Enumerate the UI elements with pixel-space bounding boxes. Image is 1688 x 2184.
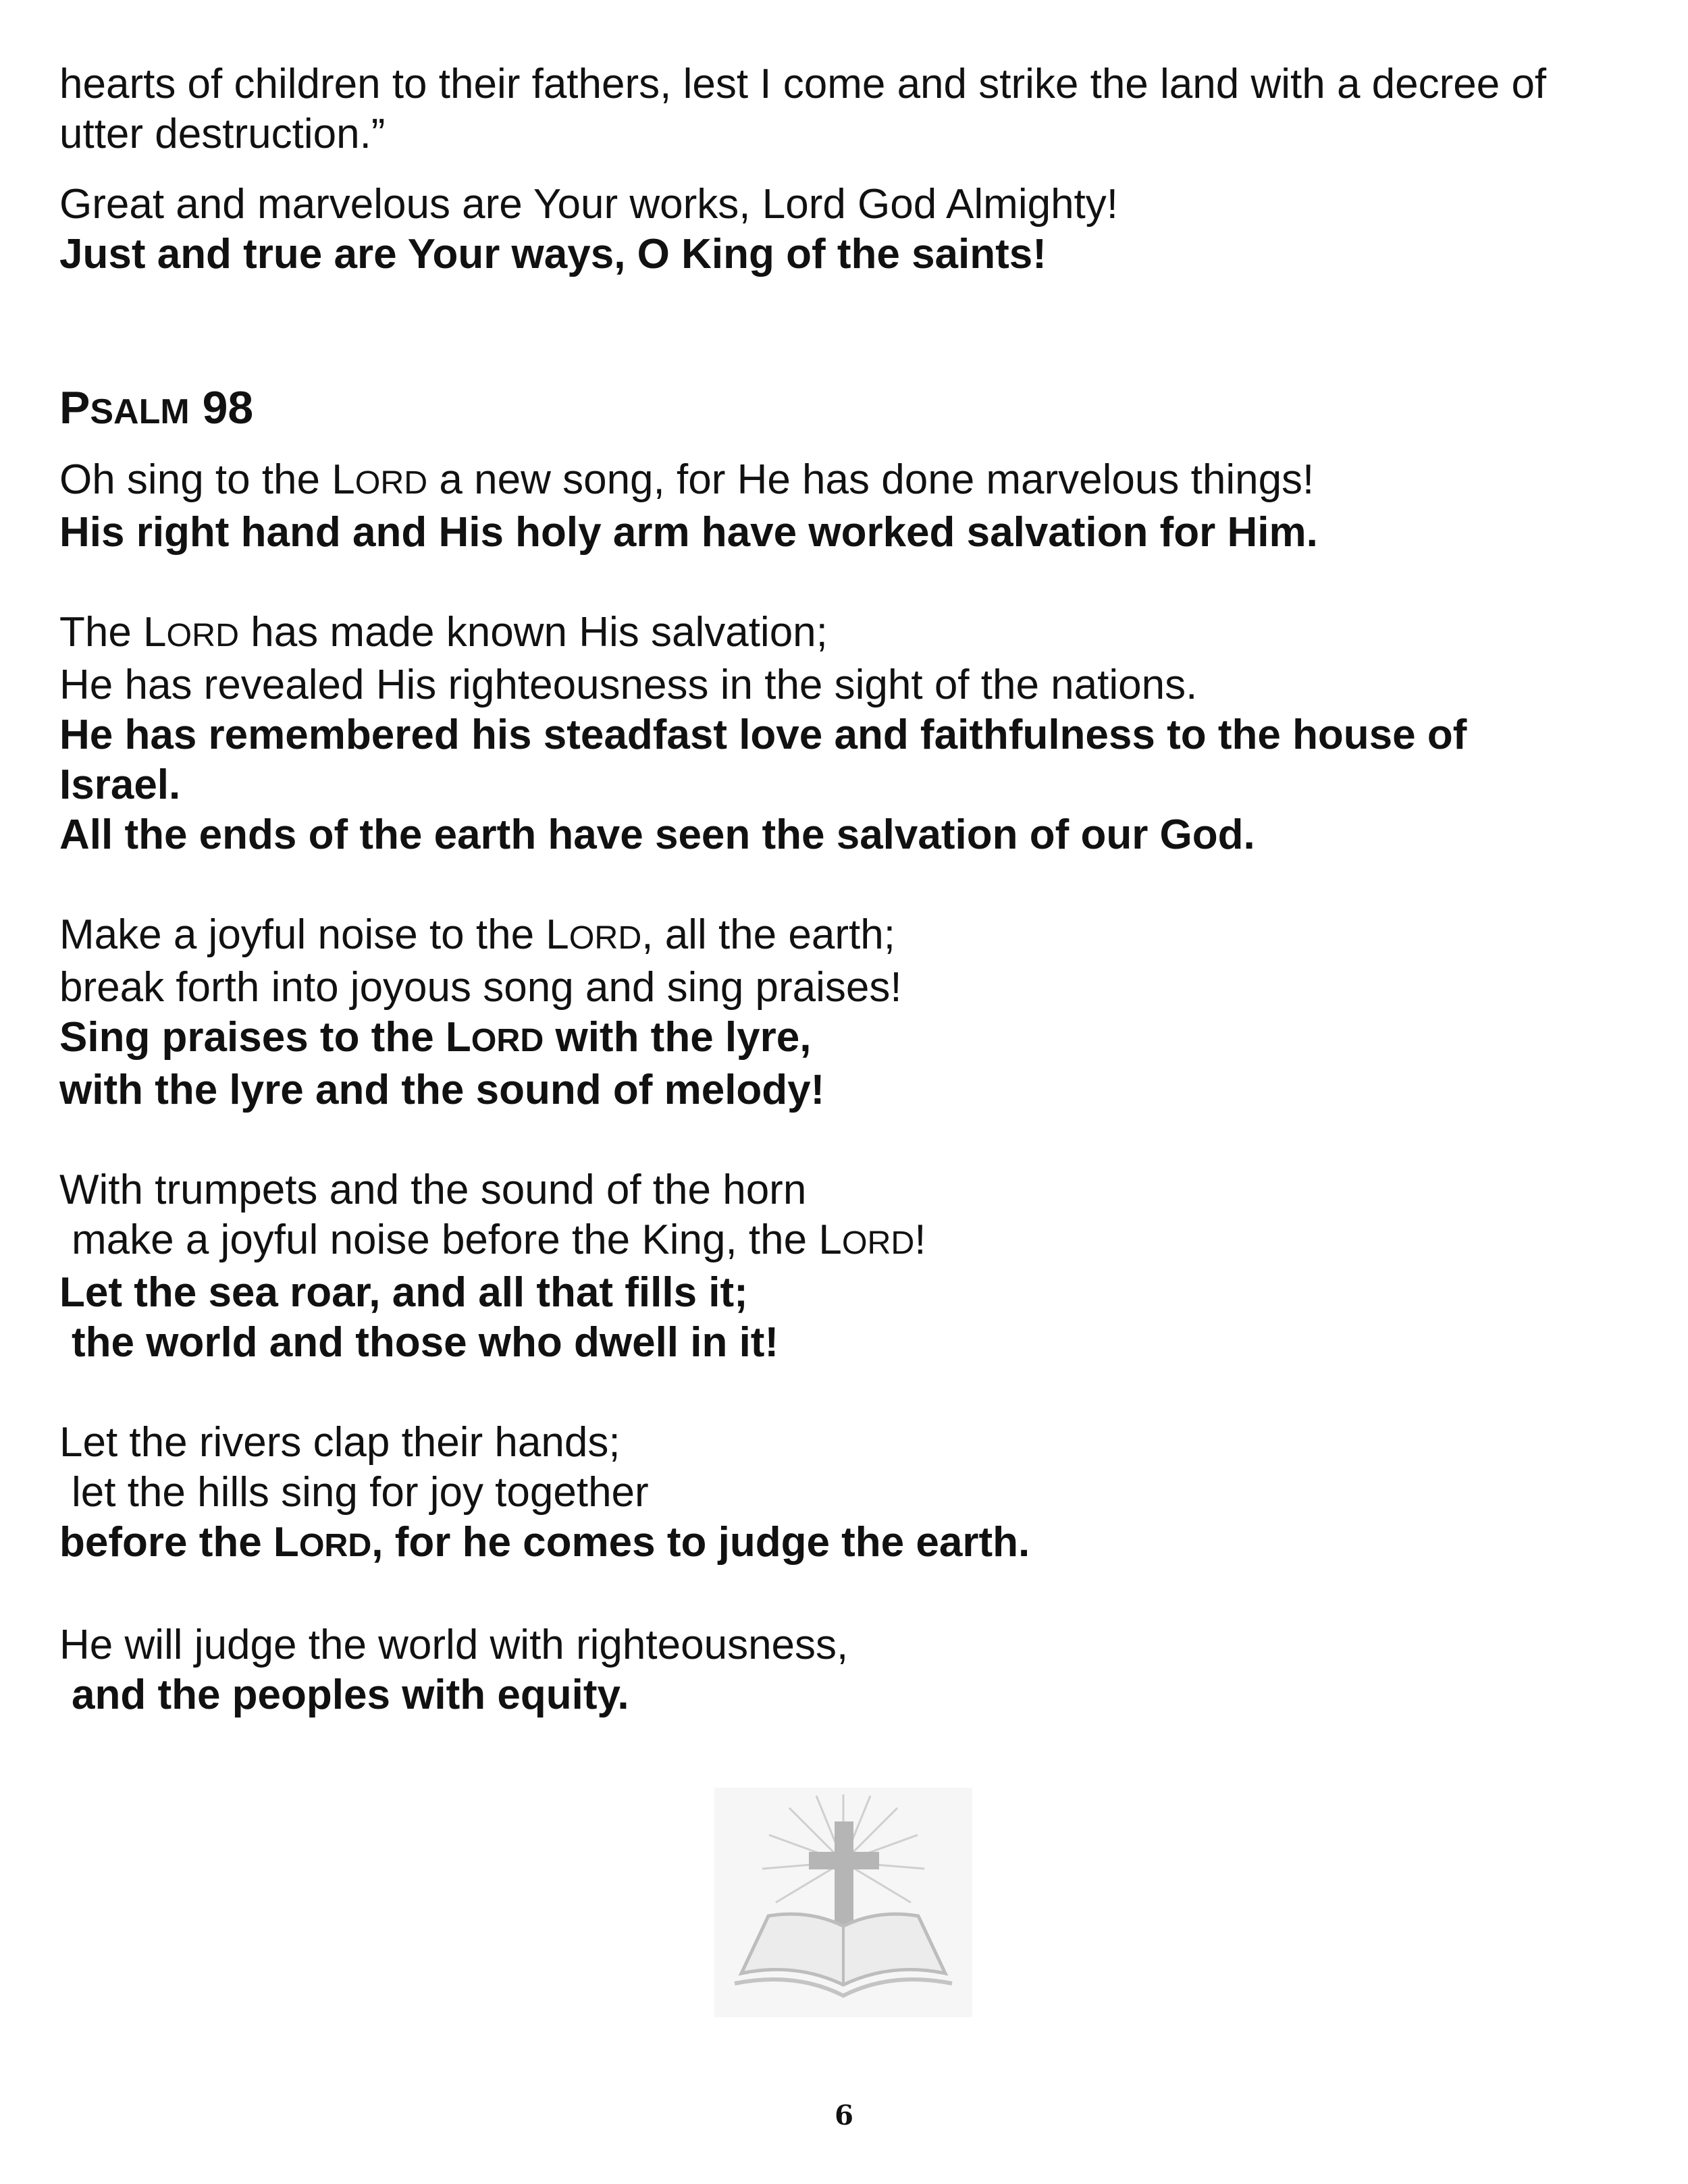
page-number: 6 — [835, 2100, 853, 2131]
stanza1-response: His right hand and His holy arm have worked salvation for Him. — [59, 509, 1318, 556]
stanza4-response: the world and those who dwell in it! — [72, 1319, 779, 1366]
opening-line: hearts of children to their fathers, lest I come and strike the land with a decree of — [59, 61, 1547, 107]
stanza3-response: with the lyre and the sound of melody! — [59, 1067, 825, 1113]
stanza6-leader: He will judge the world with righteousness, — [59, 1622, 849, 1668]
stanza4-leader: With trumpets and the sound of the horn — [59, 1167, 807, 1213]
psalm-title: PSALM 98 — [59, 382, 254, 433]
stanza2-response: He has remembered his steadfast love and faithfulness to the house of — [59, 712, 1467, 758]
stanza1-leader: Oh sing to the LORD a new song, for He has done marvelous things! — [59, 456, 1315, 503]
stanza3-leader: break forth into joyous song and sing praises! — [59, 964, 902, 1011]
stanza5-leader: let the hills sing for joy together — [72, 1469, 649, 1516]
stanza5-leader: Let the rivers clap their hands; — [59, 1419, 621, 1466]
stanza3-response: Sing praises to the LORD with the lyre, — [59, 1014, 812, 1061]
stanza2-leader: He has revealed His righteousness in the sight of the nations. — [59, 662, 1198, 708]
opening-line: utter destruction.” — [59, 111, 386, 157]
stanza6-response: and the peoples with equity. — [72, 1672, 629, 1718]
stanza2-leader: The LORD has made known His salvation; — [59, 609, 828, 656]
document-page — [59, 59, 1639, 1720]
stanza2-response: All the ends of the earth have seen the salvation of our God. — [59, 811, 1255, 858]
antiphon-leader: Great and marvelous are Your works, Lord God Almighty! — [59, 181, 1119, 228]
stanza5-response: before the LORD, for he comes to judge the earth. — [59, 1519, 1030, 1566]
antiphon-response: Just and true are Your ways, O King of the saints! — [59, 231, 1047, 277]
stanza2-response: Israel. — [59, 762, 181, 808]
stanza3-leader: Make a joyful noise to the LORD, all the earth; — [59, 911, 895, 958]
stanza4-response: Let the sea roar, and all that fills it; — [59, 1269, 748, 1316]
stanza4-leader: make a joyful noise before the King, the LORD! — [72, 1217, 926, 1263]
cross-and-bible-icon — [714, 1788, 972, 2017]
